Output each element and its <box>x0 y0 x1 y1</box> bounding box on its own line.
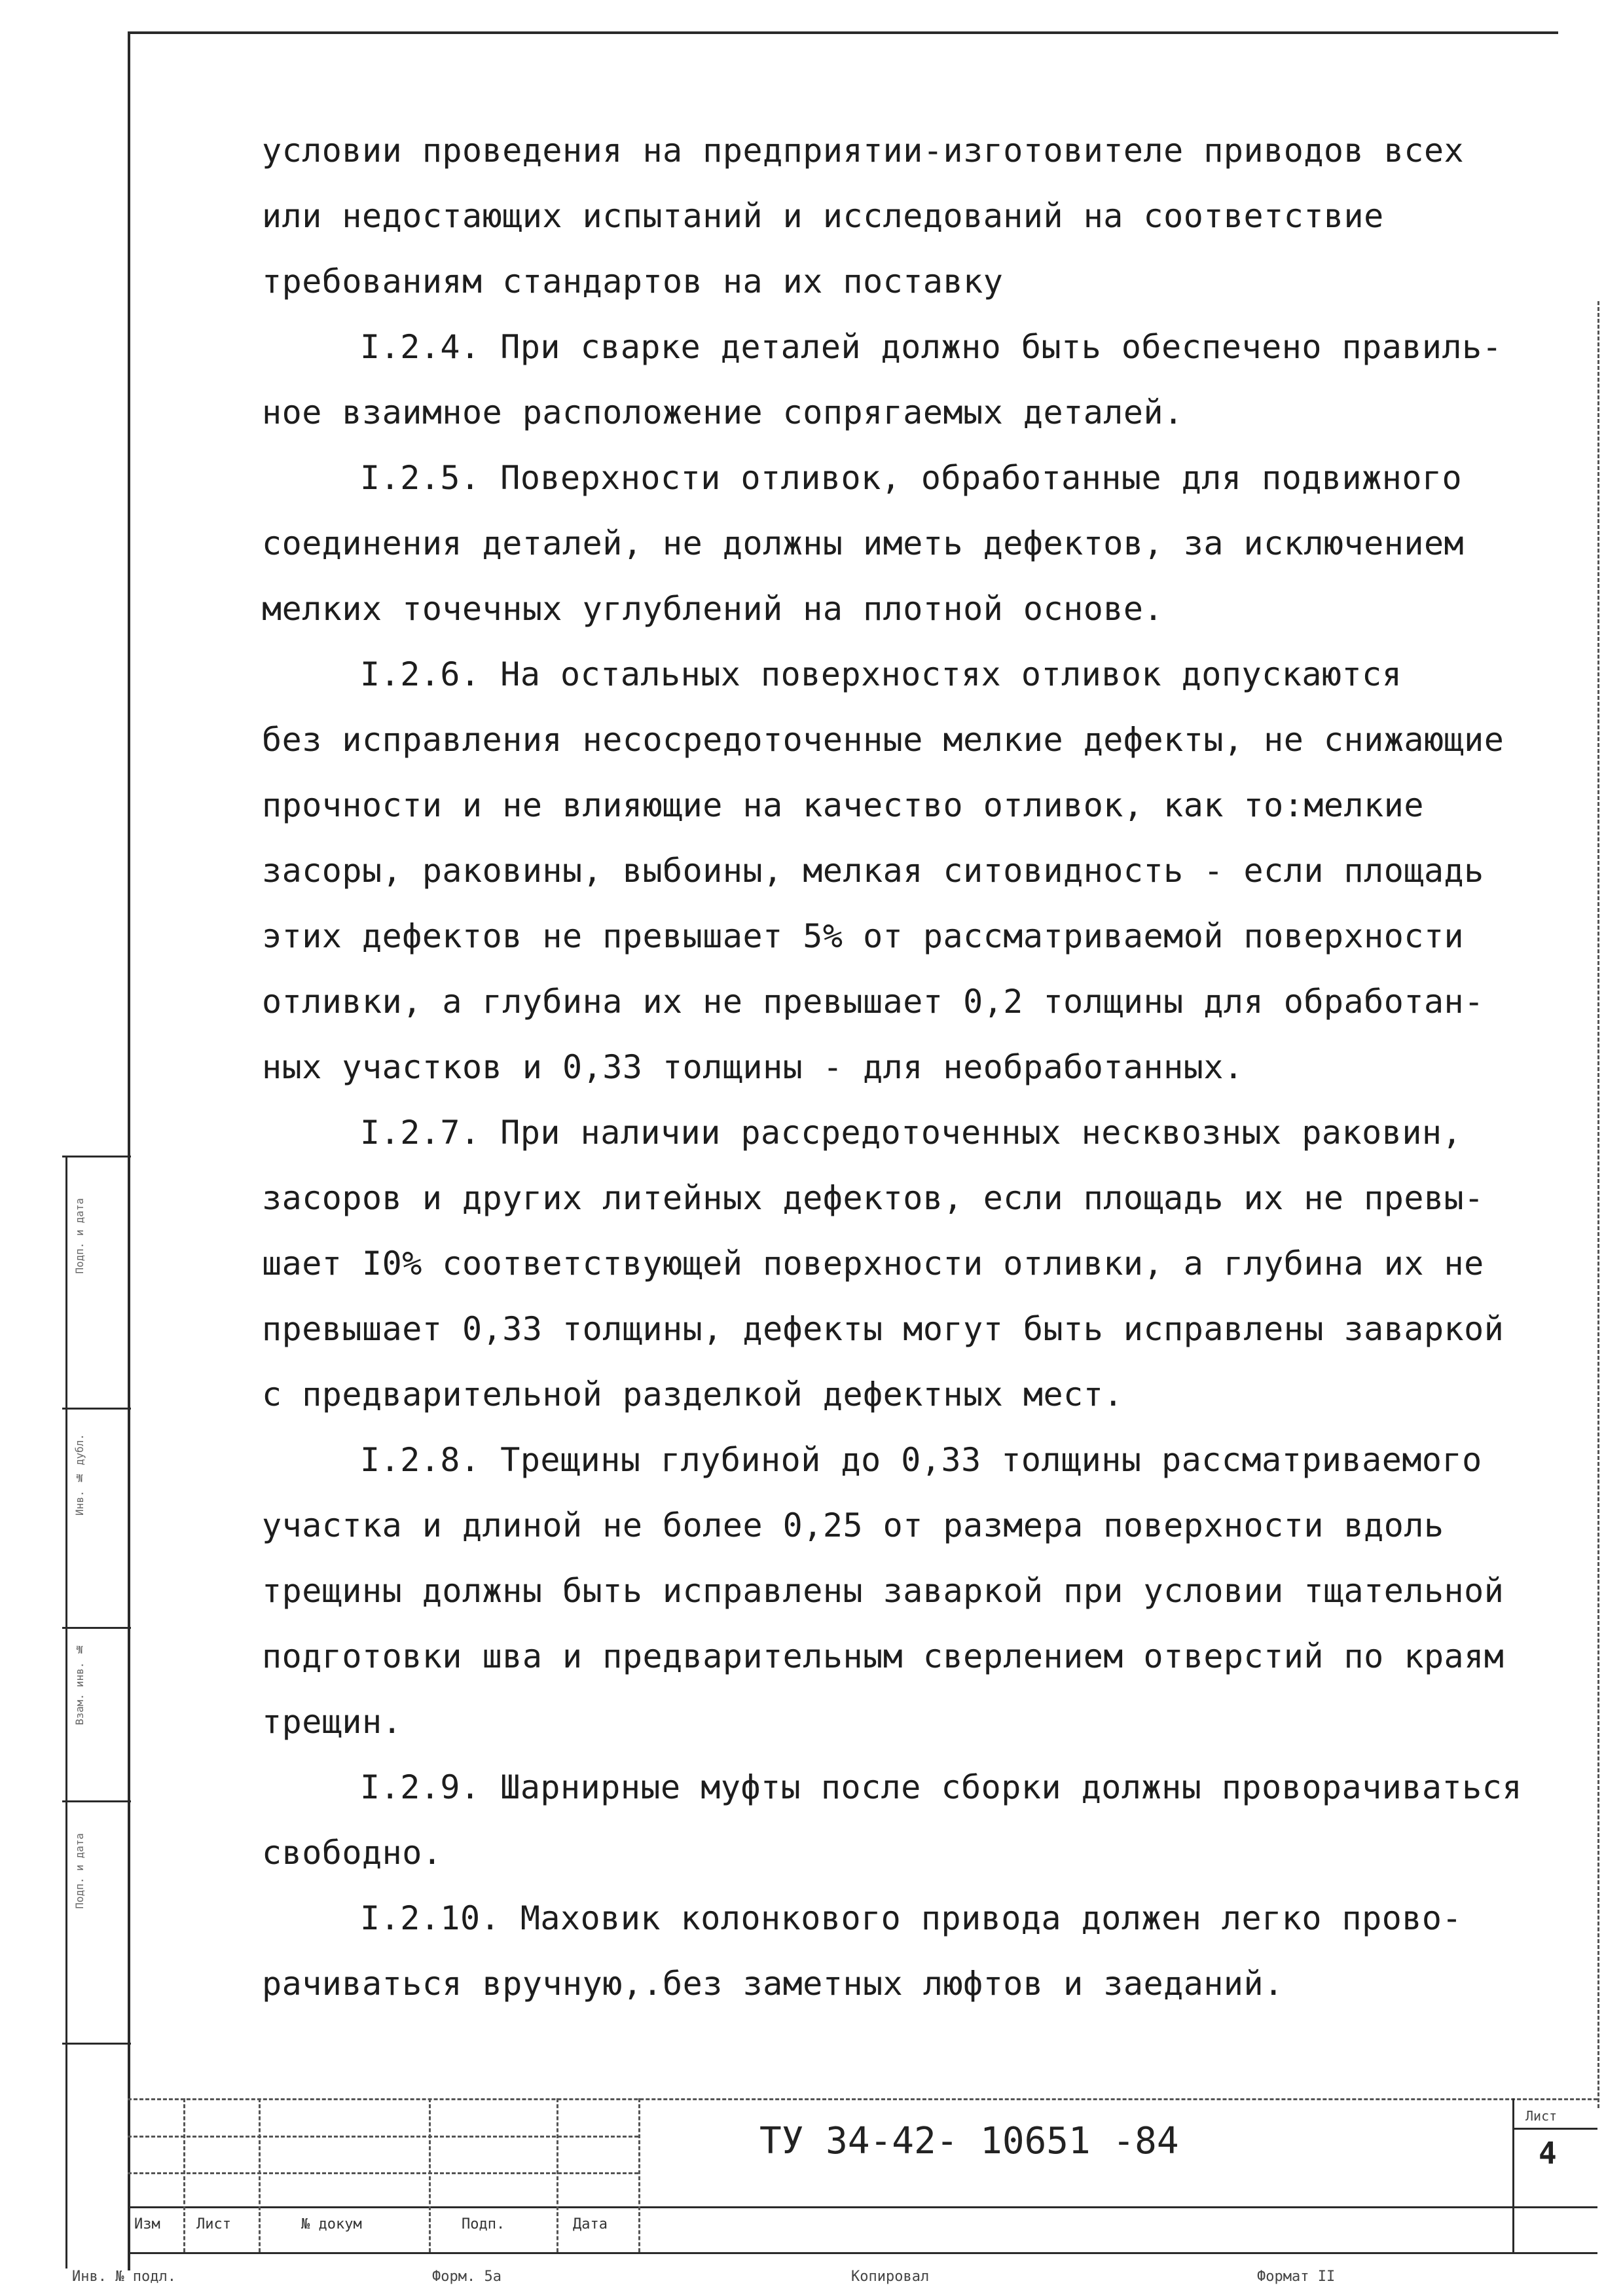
stamp-sheet-rule <box>1512 2098 1514 2252</box>
side-label-vzam-inv: Взам. инв. № <box>73 1643 86 1725</box>
frame-right-rule <box>1597 301 1599 2108</box>
stamp-col-list: Лист <box>196 2216 231 2232</box>
stamp-row-rule-1 <box>128 2136 638 2138</box>
clause-1-2-8: I.2.8. Трещины глубиной до 0,33 толщины рассматриваемого <box>360 1441 1482 1479</box>
body-line: шает I0% соответствующей поверхности отливки, а глубина их не <box>262 1245 1484 1283</box>
body-line: прочности и не влияющие на качество отливок, как то:мелкие <box>262 786 1424 824</box>
stamp-col-rule-5 <box>638 2098 640 2252</box>
body-line: превышает 0,33 толщины, дефекты могут быть исправлены заваркой <box>262 1310 1504 1348</box>
body-line: ное взаимное расположение сопрягаемых деталей. <box>262 393 1184 431</box>
stamp-col-data: Дата <box>573 2216 608 2232</box>
binding-tick-4 <box>62 1800 131 1802</box>
side-label-inv-dubl: Инв. № дубл. <box>73 1434 86 1516</box>
footer-inv-label: Инв. № подл. <box>72 2269 176 2285</box>
body-line: условии проведения на предприятии-изготовителе приводов всех <box>262 132 1465 170</box>
binding-tick-3 <box>62 1627 131 1629</box>
body-line: отливки, а глубина их не превышает 0,2 толщины для обработан- <box>262 983 1484 1021</box>
body-line: свободно. <box>262 1834 443 1872</box>
stamp-col-doc: № докум <box>301 2216 362 2232</box>
body-line: засоров и других литейных дефектов, если площадь их не превы- <box>262 1179 1484 1217</box>
stamp-col-izm: Изм <box>134 2216 160 2232</box>
clause-1-2-5: I.2.5. Поверхности отливок, обработанные для подвижного <box>360 459 1463 497</box>
clause-1-2-7: I.2.7. При наличии рассредоточенных несквозных раковин, <box>360 1114 1463 1152</box>
body-line: трещины должны быть исправлены заваркой при условии тщательной <box>262 1572 1504 1610</box>
footer-format: Формат II <box>1257 2269 1336 2285</box>
stamp-col-rule-1 <box>183 2098 185 2252</box>
binding-tick-2 <box>62 1408 131 1410</box>
body-line: соединения деталей, не должны иметь дефектов, за исключением <box>262 524 1465 562</box>
body-line: без исправления несосредоточенные мелкие дефекты, не снижающие <box>262 721 1504 759</box>
body-line: или недостающих испытаний и исследований на соответствие <box>262 197 1384 235</box>
stamp-row-rule-3 <box>128 2206 1597 2208</box>
body-line: участка и длиной не более 0,25 от размера поверхности вдоль <box>262 1506 1444 1544</box>
footer-form: Форм. 5а <box>432 2269 501 2285</box>
stamp-col-rule-2 <box>259 2098 261 2252</box>
frame-top-rule <box>128 31 1558 34</box>
stamp-top-rule <box>128 2098 1597 2100</box>
body-line: трещин. <box>262 1703 403 1741</box>
stamp-col-rule-4 <box>556 2098 558 2252</box>
clause-1-2-6: I.2.6. На остальных поверхностях отливок допускаются <box>360 655 1402 693</box>
binding-strip-rule <box>65 1156 67 2269</box>
side-label-podp-data: Подп. и дата <box>73 1198 86 1274</box>
footer-copied: Копировал <box>851 2269 930 2285</box>
sheet-number: 4 <box>1539 2136 1557 2171</box>
body-line: этих дефектов не превышает 5% от рассматриваемой поверхности <box>262 917 1465 955</box>
body-line: рачиваться вручную,.без заметных люфтов и заеданий. <box>262 1965 1284 2003</box>
clause-1-2-4: I.2.4. При сварке деталей должно быть обеспечено правиль- <box>360 328 1503 366</box>
body-line: засоры, раковины, выбоины, мелкая ситовидность - если площадь <box>262 852 1484 890</box>
body-line: мелких точечных углублений на плотной основе. <box>262 590 1164 628</box>
clause-1-2-9: I.2.9. Шарнирные муфты после сборки должны проворачиваться <box>360 1768 1522 1806</box>
stamp-row-rule-2 <box>128 2172 638 2174</box>
side-label-podp-data-2: Подп. и дата <box>73 1833 86 1909</box>
body-line: требованиям стандартов на их поставку <box>262 263 1004 301</box>
binding-tick-1 <box>62 1156 131 1157</box>
stamp-sheet-divider <box>1512 2128 1597 2130</box>
stamp-bottom-rule <box>128 2252 1597 2254</box>
stamp-col-rule-3 <box>429 2098 431 2252</box>
frame-left-rule <box>128 31 130 2270</box>
body-line: с предварительной разделкой дефектных мест. <box>262 1376 1123 1413</box>
clause-1-2-10: I.2.10. Маховик колонкового привода должен легко прово- <box>360 1899 1463 1937</box>
body-line: ных участков и 0,33 толщины - для необработанных. <box>262 1048 1244 1086</box>
body-line: подготовки шва и предварительным сверлением отверстий по краям <box>262 1637 1504 1675</box>
binding-tick-5 <box>62 2043 131 2045</box>
sheet-label: Лист <box>1525 2108 1558 2124</box>
document-code: ТУ 34-42- 10651 -84 <box>759 2120 1179 2162</box>
stamp-col-podp: Подп. <box>462 2216 505 2232</box>
